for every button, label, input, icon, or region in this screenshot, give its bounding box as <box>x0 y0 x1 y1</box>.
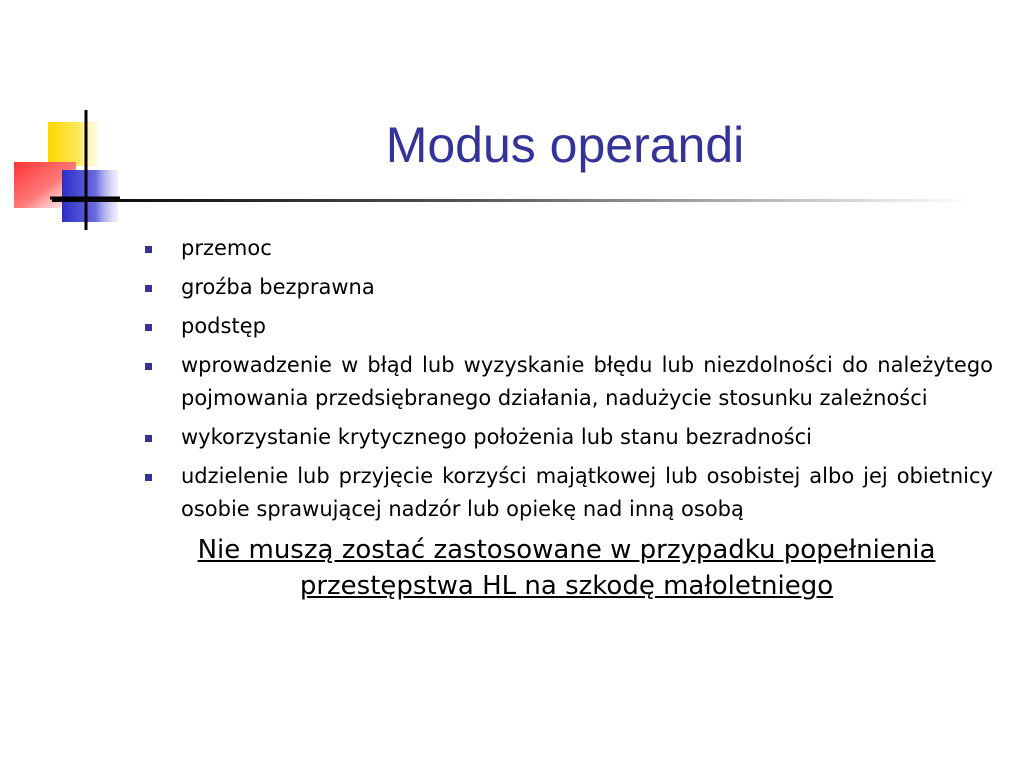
bullet-text: wykorzystanie krytycznego położenia lub stanu bezradności <box>181 425 812 449</box>
closing-note <box>140 532 993 604</box>
closing-note-line-2: przestępstwa HL na szkodę małoletniego <box>299 571 834 601</box>
square-bullet-icon <box>145 246 152 253</box>
square-bullet-icon <box>145 363 152 370</box>
square-bullet-icon <box>145 474 152 481</box>
decorative-squares-logo-icon <box>10 108 150 232</box>
list-item <box>140 271 993 304</box>
square-bullet-icon <box>145 324 152 331</box>
bullet-text: udzielenie lub przyjęcie korzyści majątkowej lub osobistej albo jej obietnicy osobie sprawującej nadzór lub opiekę nad inną osobą <box>181 464 993 521</box>
bullet-text: przemoc <box>181 236 272 260</box>
bullet-text: podstęp <box>181 314 266 338</box>
list-item <box>140 349 993 415</box>
list-item <box>140 421 993 454</box>
square-bullet-icon <box>145 435 152 442</box>
bullet-text: wprowadzenie w błąd lub wyzyskanie błędu lub niezdolności do należytego pojmowania przedsiębranego działania, nadużycie stosunku zależności <box>181 353 993 410</box>
title-underline-rule <box>52 199 972 202</box>
slide-content <box>140 232 993 604</box>
bullet-list <box>140 232 993 526</box>
bullet-text: groźba bezprawna <box>181 275 375 299</box>
square-bullet-icon <box>145 285 152 292</box>
list-item <box>140 310 993 343</box>
closing-note-line-1: Nie muszą zostać zastosowane w przypadku popełnienia <box>197 535 936 565</box>
slide-title: Modus operandi <box>385 117 745 173</box>
list-item <box>140 460 993 526</box>
list-item <box>140 232 993 265</box>
